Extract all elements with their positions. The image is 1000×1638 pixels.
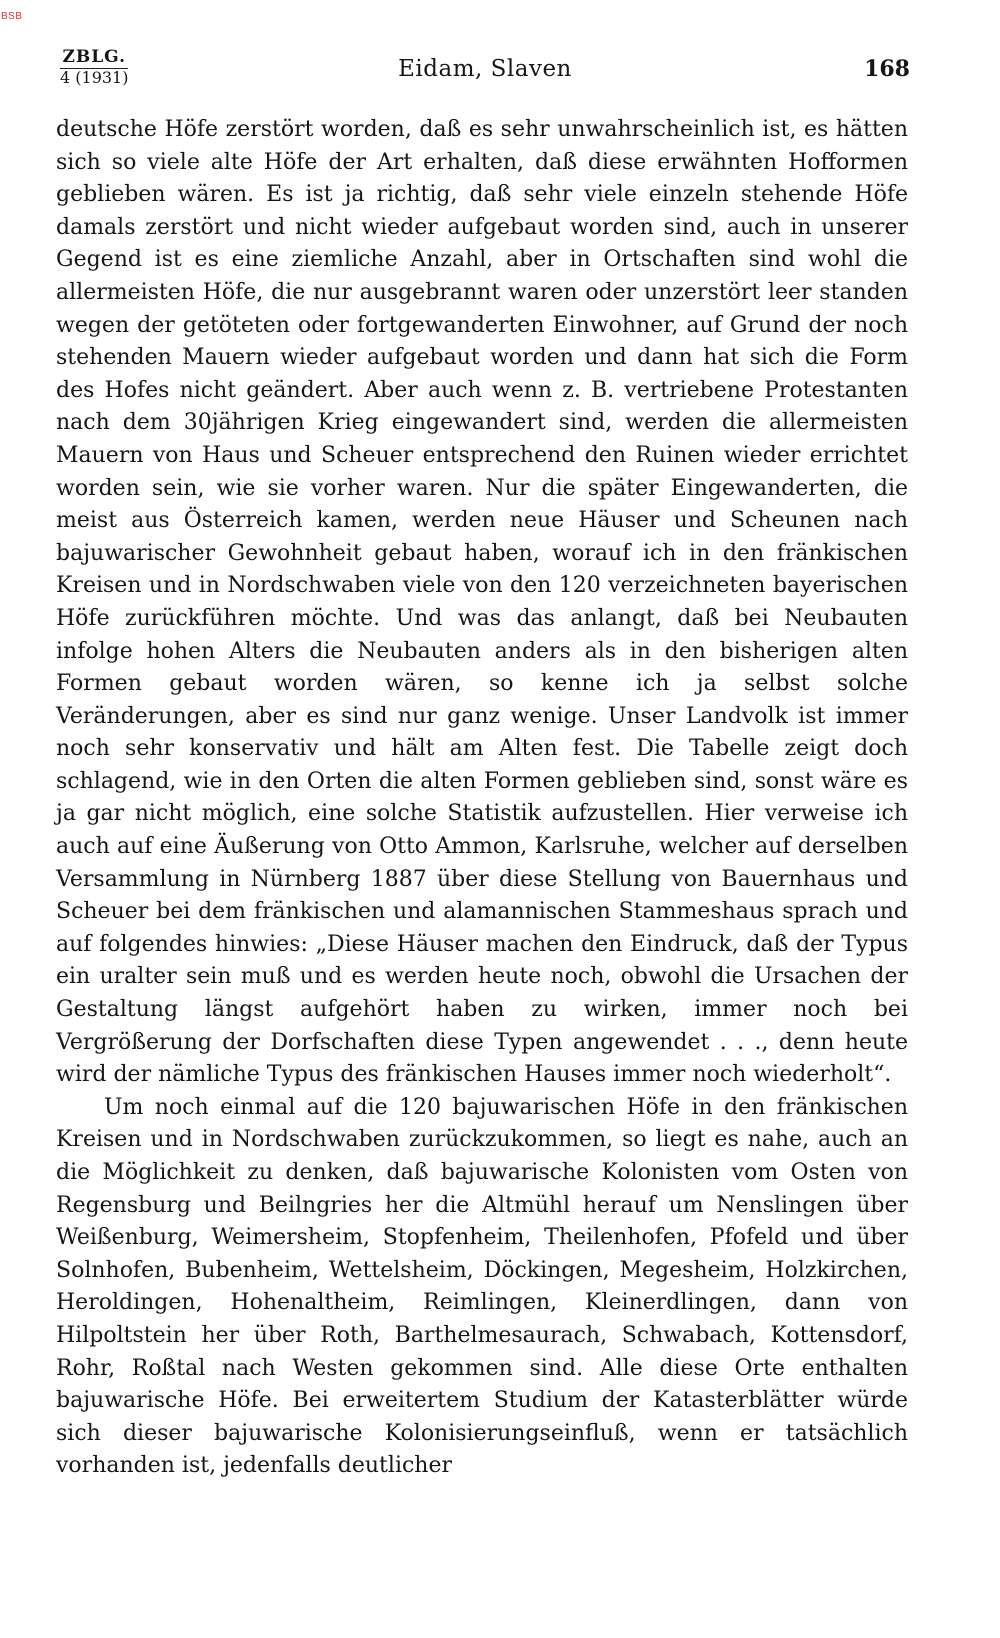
page-header <box>60 48 910 98</box>
journal-abbreviation: ZBLG. <box>60 48 128 69</box>
paragraph-continued: deutsche Höfe zerstört worden, daß es sehr unwahrscheinlich ist, es hätten sich so viele alte Höfe der Art erhalten, daß diese erwähnten Hofformen geblieben wären. Es ist ja richtig, daß sehr viele einzeln stehende Höfe damals zerstört und nicht wieder aufgebaut worden sind, auch in unserer Gegend ist es eine ziemliche Anzahl, aber in Ortschaften sind wohl die allermeisten Höfe, die nur ausgebrannt waren oder unzerstört leer standen wegen der getöteten oder fortgewanderten Einwohner, auf Grund der noch stehenden Mauern wieder aufgebaut worden und dann hat sich die Form des Hofes nicht geändert. Aber auch wenn z. B. vertriebene Protestanten nach dem 30jährigen Krieg eingewandert sind, werden die allermeisten Mauern von Haus und Scheuer entsprechend den Ruinen wieder errichtet worden sein, wie sie vorher waren. Nur die später Eingewanderten, die meist aus Österreich kamen, werden neue Häuser und Scheunen nach bajuwarischer Gewohnheit gebaut haben, worauf ich in den fränkischen Kreisen und in Nordschwaben viele von den 120 verzeichneten bayerischen Höfe zurückführen möchte. Und was das anlangt, daß bei Neubauten infolge hohen Alters die Neubauten anders als in den bisherigen alten Formen gebaut worden wären, so kenne ich ja selbst solche Veränderungen, aber es sind nur ganz wenige. Unser Landvolk ist immer noch sehr konservativ und hält am Alten fest. Die Tabelle zeigt doch schlagend, wie in den Orten die alten Formen geblieben sind, sonst wäre es ja gar nicht möglich, eine solche Statistik aufzustellen. Hier verweise ich auch auf eine Äußerung von Otto Ammon, Karlsruhe, welcher auf derselben Versammlung in Nürnberg 1887 über diese Stellung von Bauernhaus und Scheuer bei dem fränkischen und alamannischen Stammeshaus sprach und auf folgendes hinwies: „Diese Häuser machen den Eindruck, daß der Typus ein uralter sein muß und es werden heute noch, obwohl die Ursachen der Gestaltung längst aufgehört haben zu wirken, immer noch bei Vergrößerung der Dorfschaften diese Typen angewendet . . ., denn heute wird der nämliche Typus des fränkischen Hauses immer noch wiederholt“. <box>56 117 908 1088</box>
library-stamp: BSB <box>1 11 23 22</box>
running-title: Eidam, Slaven <box>398 56 572 82</box>
page-number: 168 <box>864 56 910 82</box>
paragraph-bajuwarian-settlers: Um noch einmal auf die 120 bajuwarischen Höfe in den fränkischen Kreisen und in Nordschwaben zurückzukommen, so liegt es nahe, auch an die Möglichkeit zu denken, daß bajuwarische Kolonisten vom Osten von Regensburg und Beilngries her die Altmühl herauf um Nenslingen über Weißenburg, Weimersheim, Stopfenheim, Theilenhofen, Pfofeld und über Solnhofen, Bubenheim, Wettelsheim, Döckingen, Megesheim, Holzkirchen, Heroldingen, Hohenaltheim, Reimlingen, Kleinerdlingen, dann von Hilpoltstein her über Roth, Barthelmesaurach, Schwabach, Kottensdorf, Rohr, Roßtal nach Westen gekommen sind. Alle diese Orte enthalten bajuwarische Höfe. Bei erweitertem Studium der Katasterblätter würde sich dieser bajuwarische Kolonisierungseinfluß, wenn er tatsächlich vorhanden ist, jedenfalls deutlicher <box>56 1094 908 1479</box>
body-text <box>56 114 908 1579</box>
journal-volume: 4 (1931) <box>60 67 129 87</box>
